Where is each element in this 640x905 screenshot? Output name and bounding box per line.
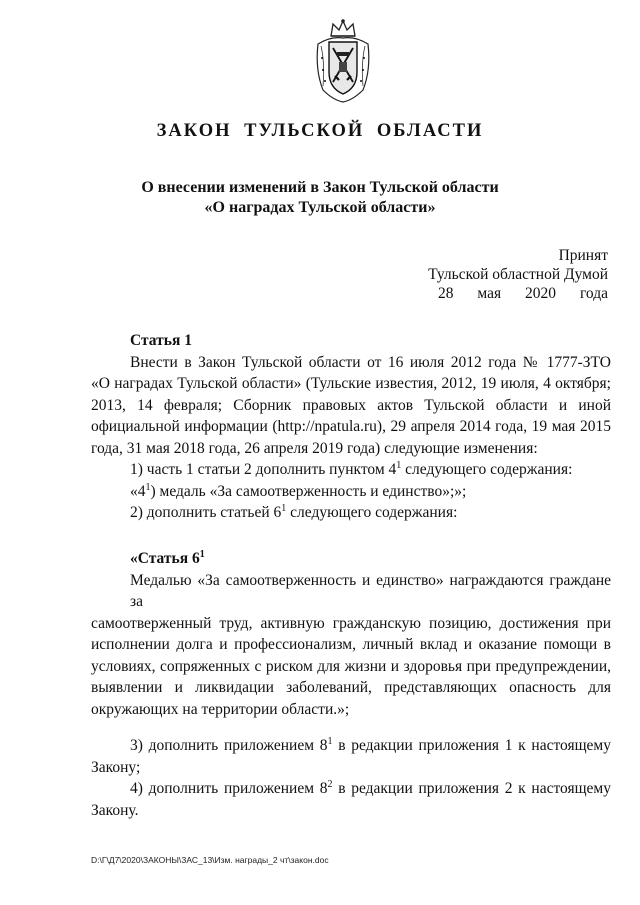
article-1-line-2: «О наградах Тульской области» (Тульские известия, 2012, 19 июля, 4 октября;	[91, 375, 611, 392]
adoption-day: 28	[438, 285, 454, 302]
amendment-quote-1: «$4^1$) медаль «За самоотверженность и единство»;»;	[130, 481, 467, 500]
article-6-1-line-6: окружающих на территории области.»;	[91, 700, 350, 718]
amendment-item-3: 3) дополнить приложением $8^1$ в редакции приложения 1 к настоящему	[130, 735, 611, 754]
article-1-line-5: года, 31 мая 2018 года, 26 апреля 2019 года) следующие изменения:	[91, 439, 538, 457]
article-6-1-line-5: выявлении и ликвидации заболеваний, представляющих опасность для	[91, 679, 611, 696]
amendment-item-2: 2) дополнить статьей $6^1$ следующего содержания:	[130, 502, 458, 521]
article-6-1-line-3: исполнении долга и профессионализм, личный вклад и оказание помощи в	[91, 636, 611, 653]
amendment-item-4: 4) дополнить приложением $8^2$ в редакции приложения 2 к настоящему	[130, 778, 611, 797]
article-1-heading: Статья 1	[130, 332, 192, 349]
amendment-item-3-end: Закону;	[91, 758, 141, 776]
article-6-1-line-2: самоотверженный труд, активную гражданскую позицию, достижения при	[91, 614, 611, 632]
subject-line-1: О внесении изменений в Закон Тульской области	[141, 179, 499, 196]
adoption-date	[438, 284, 608, 303]
article-1-line-4: официальной информации (http://npatula.ru), 29 апреля 2014 года, 19 мая 2015	[91, 418, 611, 435]
amendment-item-4-end: Закону.	[91, 801, 139, 819]
article-6-1-line-1: Медалью «За самоотверженность и единство» награждаются граждане за	[130, 571, 611, 610]
adoption-month: мая	[477, 285, 502, 302]
amendment-item-1: 1) часть 1 статьи 2 дополнить пунктом $4^1$ следующего содержания:	[130, 459, 573, 478]
adopted-label: Принят	[558, 247, 608, 264]
tula-coat-of-arms-icon	[313, 18, 373, 104]
adoption-year-word: года	[579, 285, 608, 302]
amendment-items-3-4	[91, 735, 611, 821]
article-6-1-heading: «Статья $6^1$	[130, 548, 205, 567]
subject-line-2: «О наградах Тульской области»	[204, 199, 436, 216]
article-1-line-1: Внести в Закон Тульской области от 16 июля 2012 года № 1777-ЗТО	[130, 353, 611, 371]
article-1	[91, 330, 611, 524]
article-1-line-3: 2013, 14 февраля; Сборник правовых актов Тульской области и иной	[91, 396, 611, 414]
adoption-block	[408, 246, 608, 303]
adoption-year: 2020	[525, 285, 557, 302]
adopted-by: Тульской областной Думой	[428, 266, 608, 283]
law-title: ЗАКОН ТУЛЬСКОЙ ОБЛАСТИ	[156, 121, 484, 141]
law-subject	[0, 178, 640, 218]
file-path-footer: D:\Г\Д7\2020\ЗАКОНЫ\ЗАС_13\Изм. награды_2 чт\закон.doc	[91, 855, 329, 865]
article-6-1	[91, 548, 611, 720]
article-6-1-line-4: условиях, сопряженных с риском для жизни и здоровья при предупреждении,	[91, 657, 611, 675]
